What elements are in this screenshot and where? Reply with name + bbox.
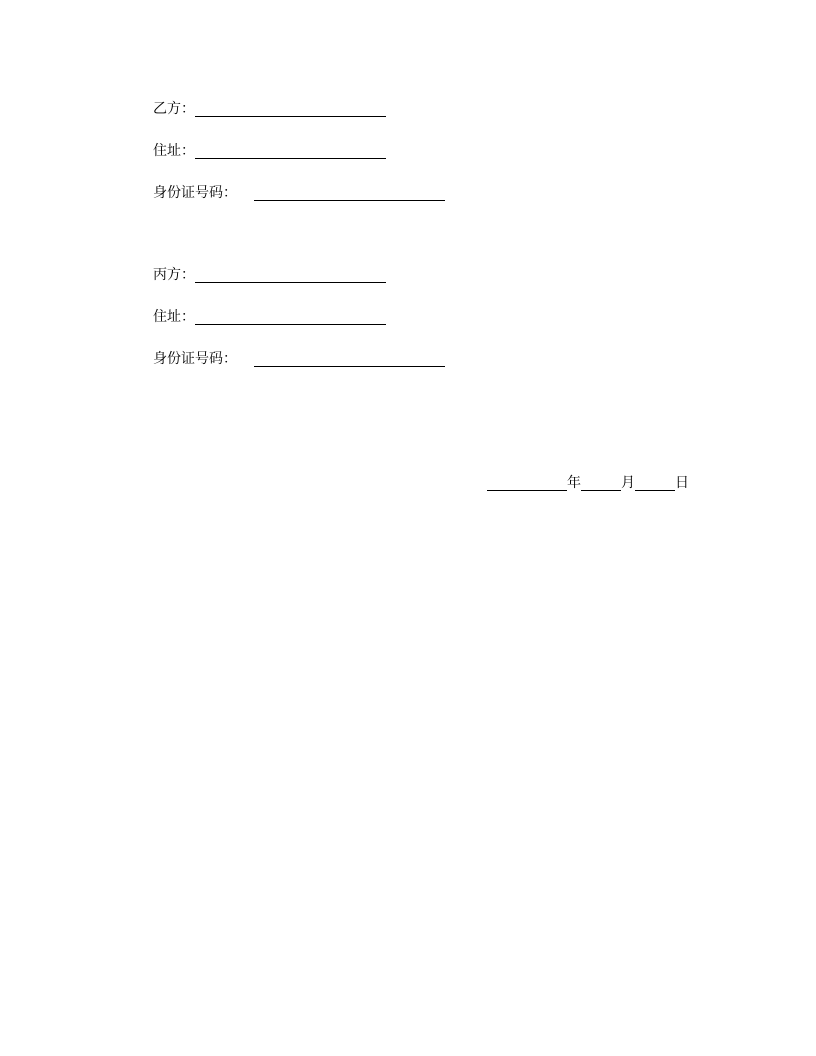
date-row <box>487 471 689 491</box>
party-c-id-label: 身份证号码： <box>153 351 237 367</box>
party-c-address-label: 住址： <box>153 309 195 325</box>
day-blank[interactable] <box>635 474 675 491</box>
month-label: 月 <box>621 475 635 491</box>
party-c-address-blank[interactable] <box>195 308 386 325</box>
party-b-blank[interactable] <box>195 100 386 117</box>
party-c-blank[interactable] <box>195 266 386 283</box>
party-c-id-blank[interactable] <box>254 350 445 367</box>
month-blank[interactable] <box>581 474 621 491</box>
party-b-address-row <box>153 139 386 159</box>
party-c-address-row <box>153 305 386 325</box>
party-b-id-label: 身份证号码： <box>153 185 237 201</box>
day-label: 日 <box>675 475 689 491</box>
party-b-address-label: 住址： <box>153 143 195 159</box>
party-b-address-blank[interactable] <box>195 142 386 159</box>
year-blank[interactable] <box>487 474 567 491</box>
party-b-id-row <box>153 181 445 201</box>
party-b-id-blank[interactable] <box>254 184 445 201</box>
party-c-id-row <box>153 347 445 367</box>
party-c-label: 丙方： <box>153 267 195 283</box>
year-label: 年 <box>567 475 581 491</box>
party-b-row <box>153 97 386 117</box>
party-b-label: 乙方： <box>153 101 195 117</box>
party-c-row <box>153 263 386 283</box>
